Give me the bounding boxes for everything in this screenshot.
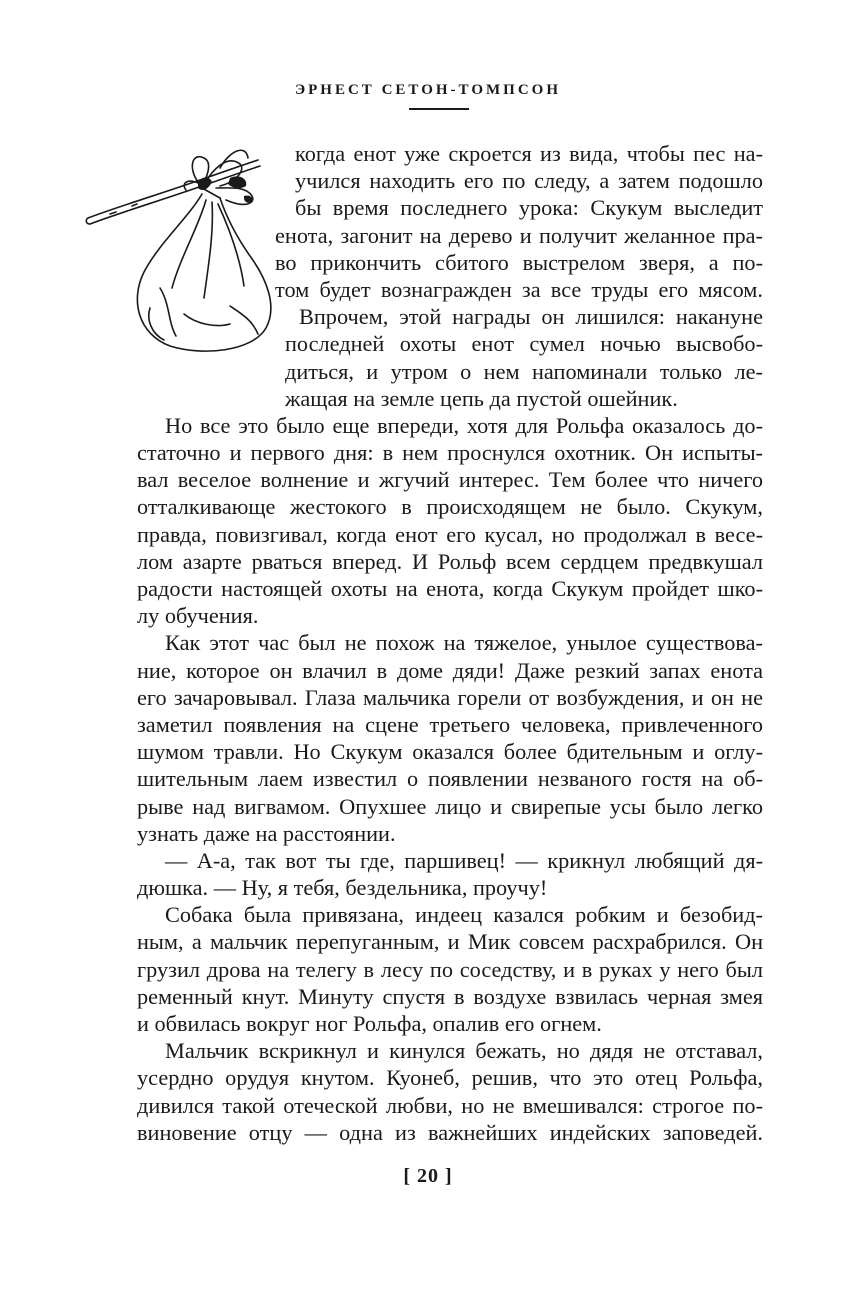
text-line: когда енот уже скроется из вида, чтобы пес на- (295, 141, 763, 166)
text-line: его зачаровывал. Глаза мальчика горели от возбуждения, и он не (137, 684, 763, 710)
text-line: статочно и первого дня: в нем проснулся охотник. Он испыты- (137, 440, 763, 466)
text-line: жащая на земле цепь да пустой ошейник. (285, 385, 678, 411)
text-line: Мальчик вскрикнул и кинулся бежать, но дядя не отставал, (165, 1038, 763, 1064)
page-number: [ 20 ] (403, 1165, 453, 1187)
text-line: отталкивающе жестокого в происходящем не было. Скукум, (137, 494, 763, 520)
text-line: рыве над вигвамом. Опухшее лицо и свирепые усы было легко (137, 793, 763, 819)
text-line: Впрочем, этой награды он лишился: накануне (299, 304, 763, 330)
text-line: — А-а, так вот ты где, паршивец! — крикнул любящий дя- (165, 847, 763, 873)
text-line: во прикончить сбитого выстрелом зверя, а по- (275, 249, 763, 275)
text-line: Собака была привязана, индеец казался робким и безобид- (165, 902, 763, 928)
text-line: диться, и утром о нем напоминали только ле- (285, 358, 763, 384)
text-line: ние, которое он влачил в доме дяди! Даже резкий запах енота (137, 657, 763, 683)
text-line: лом азарте рваться вперед. И Рольф всем сердцем предвкушал (137, 548, 763, 574)
text-line: том будет вознагражден за все труды его мясом. (275, 276, 763, 302)
running-head: ЭРНЕСТ СЕТОН-ТОМПСОН (294, 82, 562, 98)
header-rule (409, 108, 469, 110)
text-line: Но все это было еще впереди, хотя для Рольфа оказалось до- (165, 412, 763, 438)
text-line: енота, загонит на дерево и получит желанное пра- (275, 222, 763, 248)
text-line: ным, а мальчик перепуганным, и Мик совсем расхрабрился. Он (137, 929, 763, 955)
text-line: грузил дрова на телегу в лесу по соседству, и в руках у него был (137, 956, 763, 982)
body-text (137, 140, 763, 1146)
text-line: шумом травли. Но Скукум оказался более бдительным и оглу- (137, 739, 763, 765)
text-line: заметил появления на сцене третьего человека, привлеченного (137, 711, 763, 737)
text-line: шительным лаем известил о появлении незваного гостя на об- (137, 766, 763, 792)
text-line: Как этот час был не похож на тяжелое, унылое существова- (165, 630, 763, 656)
text-line: радости настоящей охоты на енота, когда Скукум пройдет шко- (137, 576, 763, 601)
text-line: последней охоты енот сумел ночью высвобо- (285, 331, 763, 357)
text-line: и обвилась вокруг ног Рольфа, опалив его огнем. (137, 1011, 602, 1036)
text-line: ременный кнут. Минуту спустя в воздухе взвилась черная змея (137, 983, 763, 1009)
text-line: учился находить его по следу, а затем подошло (295, 168, 763, 194)
text-line: правда, повизгивал, когда енот его кусал, но продолжал в весе- (137, 521, 763, 547)
text-line: виновение отцу — одна из важнейших индейских заповедей. (137, 1119, 763, 1145)
text-line: дивился такой отеческой любви, но не вмешивался: строгое по- (137, 1092, 763, 1118)
text-line: усердно орудуя кнутом. Куонеб, решив, что это отец Рольфа, (137, 1065, 763, 1091)
text-line: дюшка. — Ну, я тебя, бездельника, проучу! (137, 875, 548, 901)
text-line: лу обучения. (137, 603, 259, 629)
text-line: вал веселое волнение и жгучий интерес. Тем более что ничего (137, 467, 763, 493)
text-line: узнать даже на расстоянии. (137, 820, 396, 846)
text-line: бы время последнего урока: Скукум выследит (295, 195, 763, 221)
